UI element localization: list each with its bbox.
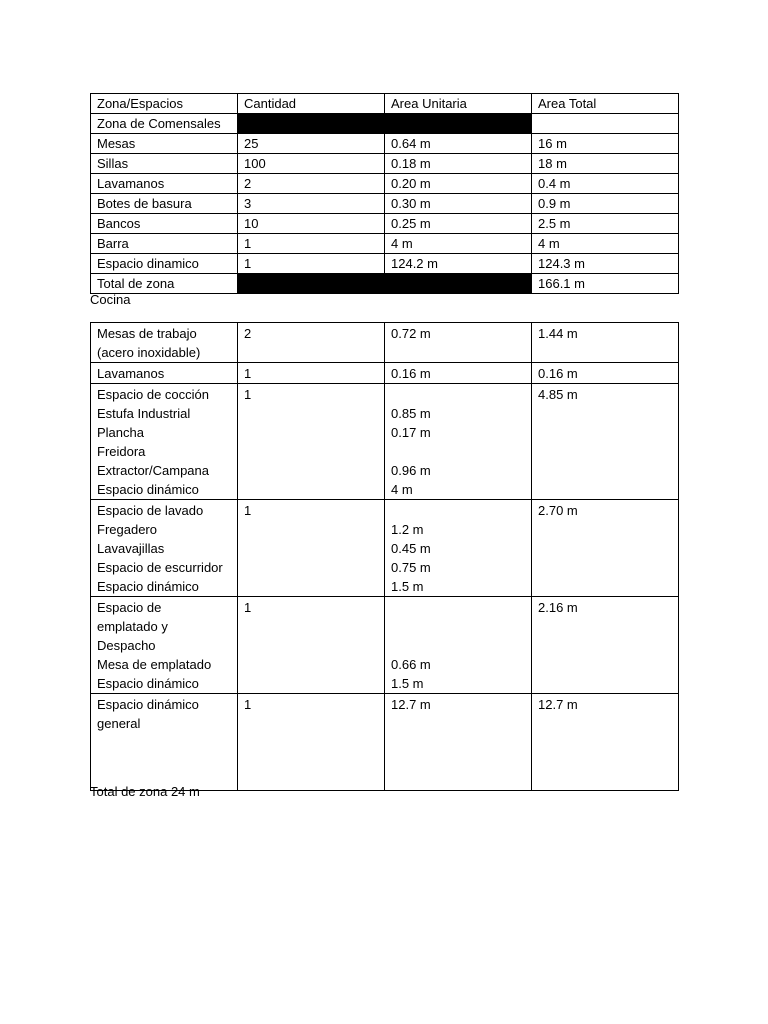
table-cell: [385, 694, 532, 791]
cocina-table: [90, 322, 679, 791]
table-cell: Bancos: [91, 214, 238, 234]
table-cell: 25: [238, 134, 385, 154]
table-cell: 2.5 m: [532, 214, 679, 234]
cell-line: Espacio dinámico: [97, 482, 199, 497]
cell-line: 0.72 m: [391, 326, 431, 341]
cell-line: 1.5 m: [391, 676, 424, 691]
table-cell: [91, 694, 238, 791]
cell-line: 0.75 m: [391, 560, 431, 575]
table-cell: [91, 363, 238, 384]
cell-line: Lavamanos: [97, 366, 165, 381]
cocina-caption: Cocina: [90, 292, 131, 307]
table-row: [91, 694, 679, 791]
cell-line: general: [97, 716, 141, 731]
cell-line: 0.66 m: [391, 657, 431, 672]
table-cell: Mesas: [91, 134, 238, 154]
cell-line: 2.16 m: [538, 600, 578, 615]
cell-line: 1.44 m: [538, 326, 578, 341]
cell-line: 4 m: [391, 482, 413, 497]
empty-cell: [532, 114, 679, 134]
table-cell: 2: [238, 174, 385, 194]
table-cell: 3: [238, 194, 385, 214]
table-cell: [385, 323, 532, 363]
cell-line: 1.2 m: [391, 522, 424, 537]
cell-line: emplatado y: [97, 619, 168, 634]
table-cell: 0.25 m: [385, 214, 532, 234]
table-row: [91, 194, 679, 214]
table-cell: [91, 597, 238, 694]
table-row: [91, 214, 679, 234]
table-row: [91, 323, 679, 363]
cell-line: Extractor/Campana: [97, 463, 209, 478]
table-cell: [532, 694, 679, 791]
section-label: Zona de Comensales: [91, 114, 238, 134]
table-header-row: [91, 94, 679, 114]
table-cell: [91, 384, 238, 500]
table-cell: 1: [238, 234, 385, 254]
cell-line: Freidora: [97, 444, 146, 459]
cell-line: [391, 501, 525, 520]
table-cell: [91, 500, 238, 597]
table-row: [91, 174, 679, 194]
table-cell: Lavamanos: [91, 174, 238, 194]
cell-line: Espacio de: [97, 600, 162, 615]
cell-line: [391, 617, 525, 636]
cell-line: 0.85 m: [391, 406, 431, 421]
cell-line: Mesa de emplatado: [97, 657, 212, 672]
cell-line: 1: [244, 387, 252, 402]
table-cell: [238, 384, 385, 500]
table-cell: [532, 597, 679, 694]
cell-line: 1: [244, 600, 252, 615]
cell-line: Fregadero: [97, 522, 157, 537]
cell-line: Despacho: [97, 638, 156, 653]
comensales-table-body: [91, 94, 679, 294]
header-area-total: Area Total: [532, 94, 679, 114]
table-cell: [238, 323, 385, 363]
table-cell: 0.64 m: [385, 134, 532, 154]
table-cell: 0.30 m: [385, 194, 532, 214]
cell-line: 1: [244, 697, 252, 712]
table-cell: [532, 500, 679, 597]
redacted-block: [238, 114, 532, 134]
table-cell: 0.4 m: [532, 174, 679, 194]
cell-line: Espacio de lavado: [97, 503, 204, 518]
table-cell: [238, 694, 385, 791]
table-row: [91, 134, 679, 154]
table-cell: 4 m: [532, 234, 679, 254]
table-row: [91, 363, 679, 384]
cell-line: 2: [244, 326, 252, 341]
table-cell: 0.9 m: [532, 194, 679, 214]
cell-line: [391, 442, 525, 461]
table-cell: [238, 500, 385, 597]
table-cell: Sillas: [91, 154, 238, 174]
header-area-unitaria: Area Unitaria: [385, 94, 532, 114]
cell-line: 4.85 m: [538, 387, 578, 402]
table-cell: 16 m: [532, 134, 679, 154]
table-row: [91, 384, 679, 500]
cell-line: 0.96 m: [391, 463, 431, 478]
table-cell: Botes de basura: [91, 194, 238, 214]
table-cell: 18 m: [532, 154, 679, 174]
cell-line: [97, 733, 231, 752]
cell-line: 2.70 m: [538, 503, 578, 518]
table-cell: 124.3 m: [532, 254, 679, 274]
table-row: [91, 234, 679, 254]
cell-line: 0.17 m: [391, 425, 431, 440]
table-cell: 124.2 m: [385, 254, 532, 274]
table-row: [91, 154, 679, 174]
cell-line: [391, 598, 525, 617]
cell-line: [391, 385, 525, 404]
cell-line: Espacio dinámico: [97, 579, 199, 594]
cell-line: Espacio dinámico: [97, 697, 199, 712]
table-cell: Barra: [91, 234, 238, 254]
comensales-table: [90, 93, 679, 294]
cell-line: 1.5 m: [391, 579, 424, 594]
table-cell: [385, 363, 532, 384]
table-cell: 100: [238, 154, 385, 174]
table-cell: 4 m: [385, 234, 532, 254]
table-cell: [91, 323, 238, 363]
table-cell: [385, 384, 532, 500]
cell-line: Espacio dinámico: [97, 676, 199, 691]
cell-line: Estufa Industrial: [97, 406, 191, 421]
cell-line: 0.45 m: [391, 541, 431, 556]
cell-line: [97, 752, 231, 771]
header-cantidad: Cantidad: [238, 94, 385, 114]
cell-line: (acero inoxidable): [97, 345, 201, 360]
table-cell: [532, 384, 679, 500]
table-cell: 10: [238, 214, 385, 234]
cell-line: Espacio de cocción: [97, 387, 210, 402]
total-value: 166.1 m: [532, 274, 679, 294]
cell-line: Lavavajillas: [97, 541, 165, 556]
table-row: [91, 254, 679, 274]
table-cell: Espacio dinamico: [91, 254, 238, 274]
table-cell: [385, 597, 532, 694]
redacted-block: [238, 274, 532, 294]
cocina-table-body: [91, 323, 679, 791]
cell-line: Espacio de escurridor: [97, 560, 223, 575]
cell-line: Mesas de trabajo: [97, 326, 197, 341]
table-cell: 0.18 m: [385, 154, 532, 174]
total-label: Total de zona: [91, 274, 238, 294]
table-row: [91, 597, 679, 694]
cell-line: 12.7 m: [391, 697, 431, 712]
cell-line: 1: [244, 366, 252, 381]
cell-line: 12.7 m: [538, 697, 578, 712]
section-row: [91, 114, 679, 134]
table-cell: [385, 500, 532, 597]
total-zona-caption: Total de zona 24 m: [90, 784, 200, 799]
table-cell: [238, 597, 385, 694]
table-cell: 1: [238, 254, 385, 274]
cell-line: 0.16 m: [391, 366, 431, 381]
cell-line: 1: [244, 503, 252, 518]
table-row: [91, 500, 679, 597]
table-cell: 0.20 m: [385, 174, 532, 194]
total-row: [91, 274, 679, 294]
cell-line: [391, 636, 525, 655]
table-cell: [238, 363, 385, 384]
header-zona: Zona/Espacios: [91, 94, 238, 114]
table-cell: [532, 323, 679, 363]
table-cell: [532, 363, 679, 384]
cell-line: Plancha: [97, 425, 144, 440]
cell-line: 0.16 m: [538, 366, 578, 381]
